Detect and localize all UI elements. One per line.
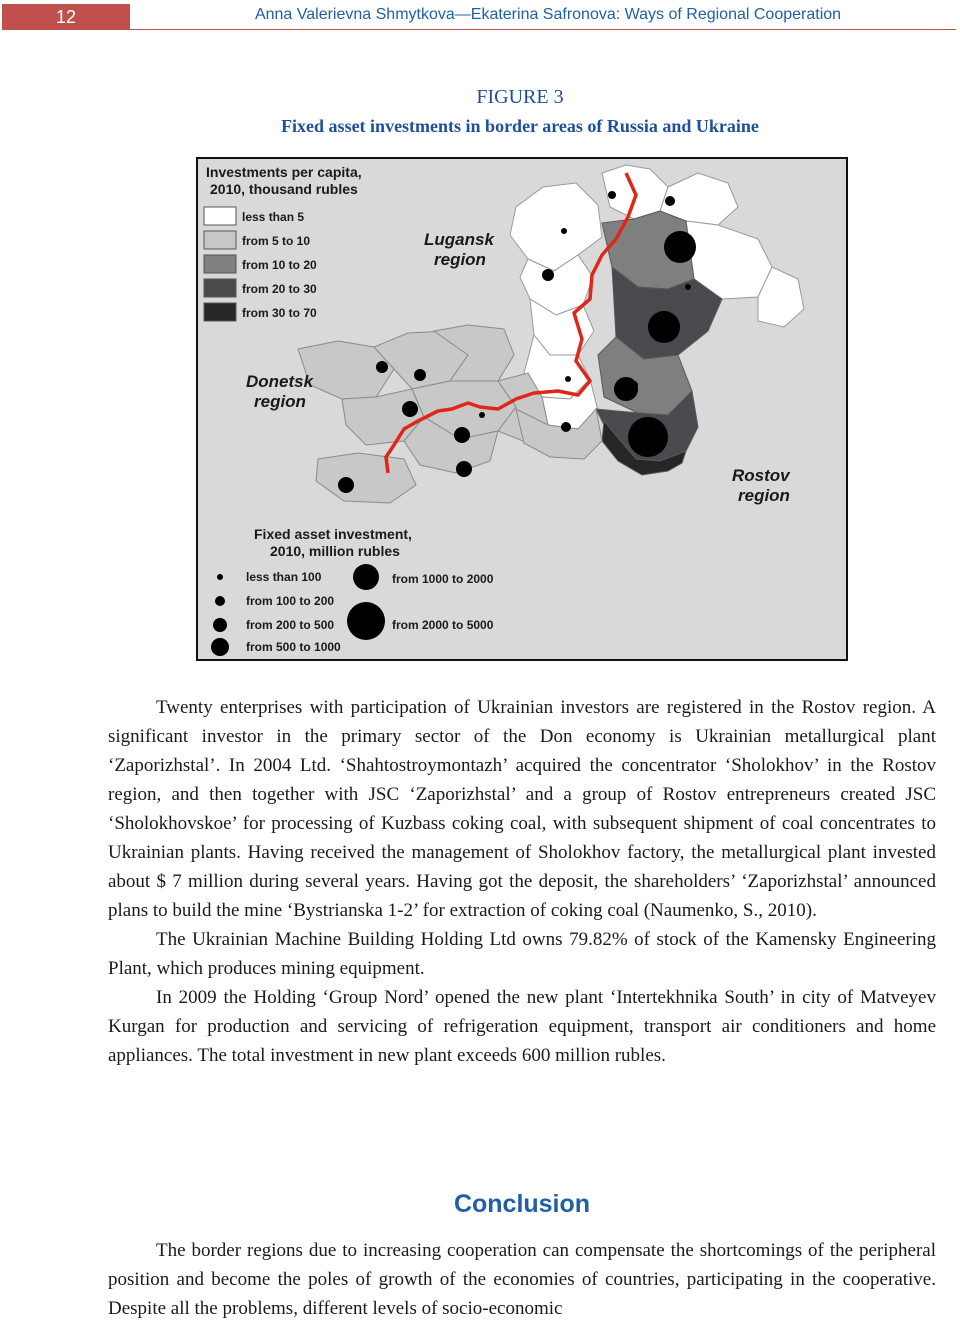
investment-dot bbox=[542, 269, 554, 281]
investment-dot bbox=[376, 361, 388, 373]
paragraph-3: In 2009 the Holding ‘Group Nord’ opened the new plant ‘Intertekhnika South’ in city of Matveyev Kurgan for production and servicing of refrigeration equipment, transport air conditioners and home appliances. The total investment in new plant exceeds 600 million rubles. bbox=[108, 987, 936, 1066]
investment-dot bbox=[338, 477, 354, 493]
conclusion-heading: Conclusion bbox=[453, 1190, 591, 1218]
legend-capita-item: from 20 to 30 bbox=[242, 282, 317, 296]
legend-dot-500-to-1000 bbox=[211, 638, 229, 656]
legend-fixed-item: less than 100 bbox=[246, 570, 322, 584]
investment-dot bbox=[628, 417, 668, 457]
legend-capita-item: from 30 to 70 bbox=[242, 306, 317, 320]
rostov-label-line1: Rostov bbox=[732, 466, 790, 485]
investment-dot bbox=[561, 228, 567, 234]
rostov-label-line2: region bbox=[738, 486, 790, 505]
legend-dot-100-to-200 bbox=[215, 596, 225, 606]
legend-fixed-item: from 500 to 1000 bbox=[246, 640, 341, 654]
legend-fixed-title-line1: Fixed asset investment, bbox=[254, 526, 412, 542]
investment-dot bbox=[664, 231, 696, 263]
body-paragraphs bbox=[108, 693, 936, 1070]
legend-fixed-item: from 1000 to 2000 bbox=[392, 572, 494, 586]
legend-swatch-less-than-5 bbox=[204, 207, 236, 225]
investment-dot bbox=[665, 196, 675, 206]
investment-map bbox=[196, 157, 848, 661]
investment-dot bbox=[561, 422, 571, 432]
legend-dot-200-to-500 bbox=[213, 618, 227, 632]
investment-dot bbox=[648, 311, 680, 343]
investment-dot bbox=[608, 191, 616, 199]
paragraph-1: Twenty enterprises with participation of Ukrainian investors are registered in the Rostov region. A significant investor in the primary sector of the Don economy is Ukrainian metallurgical plant ‘Zaporizhstal’. In 2004 Ltd. ‘Shahtostroymontazh’ acquired the concentrator ‘Sholokhov’ in the Rostov region, and then together with JSC ‘Zaporizhstal’ and a group of Rostov entrepreneurs created JSC ‘Sholokhovskoe’ for processing of Kuzbass coking coal, with subsequent shipment of coal concentrates to Ukrainian plants. Having received the management of Sholokhov factory, the metallurgical plant invested about $ 7 million during several years. Having got the deposit, the shareholders’ ‘Zaporizhstal’ announced plans to build the mine ‘Bystrianska 1-2’ for extraction of coking coal (Naumenko, S., 2010). bbox=[108, 697, 936, 921]
paragraph-2: The Ukrainian Machine Building Holding Ltd owns 79.82% of stock of the Kamensky Engineering Plant, which produces mining equipment. bbox=[108, 929, 936, 979]
donetsk-label-line2: region bbox=[254, 392, 306, 411]
legend-dot-1000-to-2000 bbox=[353, 564, 379, 590]
legend-fixed-item: from 100 to 200 bbox=[246, 594, 335, 608]
legend-capita-title-line1: Investments per capita, bbox=[206, 164, 362, 180]
legend-swatch-30-to-70 bbox=[204, 303, 236, 321]
investment-dot bbox=[414, 369, 426, 381]
legend-swatch-5-to-10 bbox=[204, 231, 236, 249]
page-number: 12 bbox=[2, 4, 130, 30]
donetsk-label-line1: Donetsk bbox=[246, 372, 314, 391]
legend-dot-2000-to-5000 bbox=[347, 602, 385, 640]
map-svg bbox=[198, 159, 846, 659]
legend-capita-item: from 10 to 20 bbox=[242, 258, 317, 272]
lugansk-label-line1: Lugansk bbox=[424, 230, 494, 249]
legend-fixed-item: from 2000 to 5000 bbox=[392, 618, 494, 632]
legend-capita-item: less than 5 bbox=[242, 210, 305, 224]
legend-swatch-10-to-20 bbox=[204, 255, 236, 273]
conclusion-paragraph: The border regions due to increasing cooperation can compensate the shortcomings of the peripheral position and become the poles of growth of the economies of countries, participating in the cooperative. Despite all the problems, different levels of socio-economic bbox=[108, 1240, 936, 1319]
investment-dot bbox=[614, 377, 638, 401]
investment-dot bbox=[685, 284, 691, 290]
legend-swatch-20-to-30 bbox=[204, 279, 236, 297]
figure-label: FIGURE 3 bbox=[476, 86, 564, 108]
investment-dot bbox=[456, 461, 472, 477]
legend-fixed-item: from 200 to 500 bbox=[246, 618, 335, 632]
legend-dot-less-than-100 bbox=[217, 574, 223, 580]
lugansk-label-line2: region bbox=[434, 250, 486, 269]
investment-dot bbox=[479, 412, 485, 418]
legend-capita-item: from 5 to 10 bbox=[242, 234, 311, 248]
investment-dot bbox=[454, 427, 470, 443]
running-title: Anna Valerievna Shmytkova—Ekaterina Safronova: Ways of Regional Cooperation bbox=[254, 6, 842, 23]
investment-dot bbox=[565, 376, 571, 382]
header-rule bbox=[130, 29, 956, 30]
conclusion-body bbox=[108, 1236, 936, 1323]
investment-dot bbox=[402, 401, 418, 417]
legend-fixed-title-line2: 2010, million rubles bbox=[270, 543, 400, 559]
figure-title: Fixed asset investments in border areas of Russia and Ukraine bbox=[281, 116, 759, 136]
legend-capita-title-line2: 2010, thousand rubles bbox=[210, 181, 358, 197]
